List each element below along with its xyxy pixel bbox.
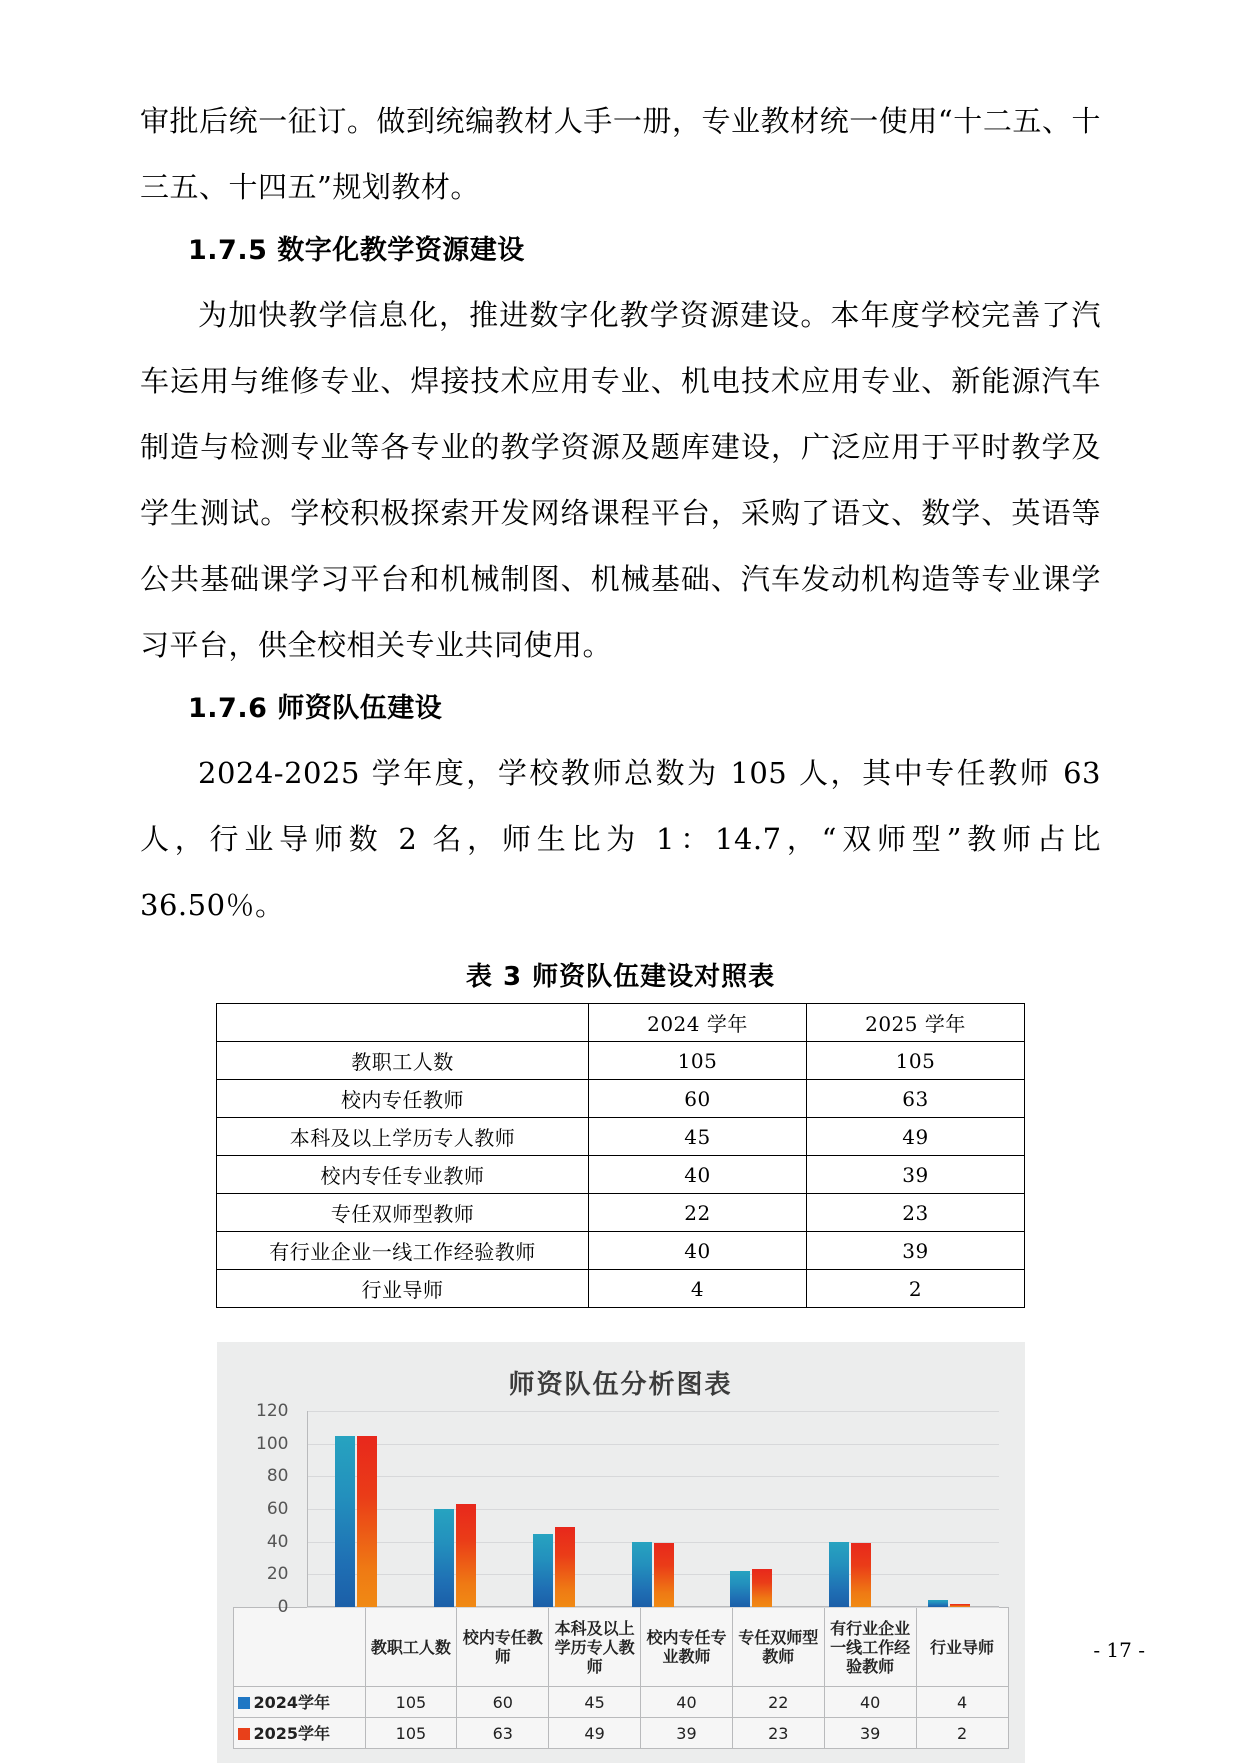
table3-row-2025: 23 [807, 1194, 1025, 1232]
table3-row-label: 本科及以上学历专人教师 [217, 1118, 589, 1156]
chart-plot-area [256, 1401, 999, 1617]
chart-table-category: 校内专任专业教师 [641, 1608, 733, 1687]
chart-y-tick-label: 40 [266, 1531, 289, 1552]
table3-row-2024: 40 [589, 1156, 807, 1194]
table3-row-2025: 105 [807, 1042, 1025, 1080]
chart-table-category-row [233, 1608, 1008, 1687]
chart-bar-group [307, 1411, 406, 1607]
table3-row-2024: 4 [589, 1270, 807, 1308]
chart-data-table [233, 1607, 1009, 1749]
table3-row-2024: 60 [589, 1080, 807, 1118]
chart-bar [752, 1569, 772, 1607]
table3-row-label: 校内专任教师 [217, 1080, 589, 1118]
table3-col-0-header [217, 1004, 589, 1042]
chart-bar [851, 1543, 871, 1607]
chart-y-tick-label: 0 [277, 1597, 289, 1617]
chart-bar-group [504, 1411, 603, 1607]
table-row [217, 1270, 1025, 1308]
chart-table-value: 23 [732, 1718, 824, 1749]
chart-bar [950, 1604, 970, 1607]
chart-bar [928, 1600, 948, 1607]
chart-gridline [307, 1607, 999, 1608]
table3-row-label: 专任双师型教师 [217, 1194, 589, 1232]
heading-1-7-5: 1.7.5 数字化教学资源建设 [188, 235, 525, 266]
chart-table-series-row [233, 1687, 1008, 1718]
chart-table-value: 4 [916, 1687, 1008, 1718]
chart-table-corner [233, 1608, 365, 1687]
staff-analysis-chart [217, 1342, 1025, 1763]
table-row [217, 1156, 1025, 1194]
chart-table-value: 39 [824, 1718, 916, 1749]
table3-col-1-header: 2024 学年 [589, 1004, 807, 1042]
table3-caption: 表 3 师资队伍建设对照表 [465, 962, 776, 992]
chart-table-value: 2 [916, 1718, 1008, 1749]
chart-legend-item: 2024学年 [233, 1687, 365, 1718]
table3-row-2024: 22 [589, 1194, 807, 1232]
heading-1-7-6: 1.7.6 师资队伍建设 [188, 693, 443, 724]
chart-bar-group [900, 1411, 999, 1607]
table3-row-2025: 63 [807, 1080, 1025, 1118]
chart-bar [555, 1527, 575, 1607]
chart-table-value: 105 [365, 1718, 457, 1749]
chart-bar-group [801, 1411, 900, 1607]
table3-row-2025: 49 [807, 1118, 1025, 1156]
chart-bar [335, 1436, 355, 1608]
chart-table-series-row [233, 1718, 1008, 1749]
table3-row-label: 行业导师 [217, 1270, 589, 1308]
table-row [217, 1232, 1025, 1270]
table-row [217, 1080, 1025, 1118]
chart-bar [357, 1436, 377, 1608]
chart-table-value: 22 [732, 1687, 824, 1718]
chart-bar [829, 1542, 849, 1607]
chart-table-value: 45 [549, 1687, 641, 1718]
table3-row-2024: 105 [589, 1042, 807, 1080]
chart-table-category: 行业导师 [916, 1608, 1008, 1687]
table3-row-label: 教职工人数 [217, 1042, 589, 1080]
chart-legend-swatch [238, 1728, 250, 1740]
chart-legend-swatch [238, 1697, 250, 1709]
table-row [217, 1194, 1025, 1232]
table3-col-2-header: 2025 学年 [807, 1004, 1025, 1042]
chart-table-value: 60 [457, 1687, 549, 1718]
paragraph-1-7-6-body: 2024-2025 学年度，学校教师总数为 105 人，其中专任教师 63 人，行业导师数 2 名，师生比为 1：14.7，“双师型”教师占比 36.50％。 [140, 756, 1101, 922]
page-number: - 17 - [1093, 1638, 1145, 1662]
chart-bar [730, 1571, 750, 1607]
chart-table-value: 105 [365, 1687, 457, 1718]
chart-y-tick-label: 60 [266, 1499, 289, 1519]
chart-table-value: 39 [641, 1718, 733, 1749]
table3-row-2024: 40 [589, 1232, 807, 1270]
chart-y-tick-label: 80 [266, 1466, 289, 1487]
table-header-row [217, 1004, 1025, 1042]
chart-title: 师资队伍分析图表 [508, 1370, 733, 1400]
chart-bar [654, 1543, 674, 1607]
chart-bar-group [405, 1411, 504, 1607]
table3-row-2024: 45 [589, 1118, 807, 1156]
chart-bar [632, 1542, 652, 1607]
chart-bar-group [702, 1411, 801, 1607]
chart-bar-group [603, 1411, 702, 1607]
paragraph-continued: 审批后统一征订。做到统编教材人手一册，专业教材统一使用“十二五、十三五、十四五”规划教材。 [140, 104, 1101, 204]
table3-row-label: 校内专任专业教师 [217, 1156, 589, 1194]
chart-bar [434, 1509, 454, 1607]
table3-staff-comparison [216, 1003, 1025, 1308]
table3-row-2025: 2 [807, 1270, 1025, 1308]
chart-table-value: 40 [824, 1687, 916, 1718]
chart-bars [307, 1411, 999, 1607]
chart-y-axis [233, 1401, 301, 1617]
chart-bar [456, 1504, 476, 1607]
chart-legend-item: 2025学年 [233, 1718, 365, 1749]
chart-y-tick-label: 120 [256, 1401, 289, 1421]
chart-table-category: 教职工人数 [365, 1608, 457, 1687]
table-row [217, 1042, 1025, 1080]
chart-table-category: 本科及以上学历专人教师 [549, 1608, 641, 1687]
table-row [217, 1118, 1025, 1156]
chart-table-category: 有行业企业一线工作经验教师 [824, 1608, 916, 1687]
chart-bar [533, 1534, 553, 1608]
chart-y-tick-label: 100 [256, 1433, 289, 1454]
paragraph-1-7-5-body: 为加快教学信息化，推进数字化教学资源建设。本年度学校完善了汽车运用与维修专业、焊接技术应用专业、机电技术应用专业、新能源汽车制造与检测专业等各专业的教学资源及题库建设，广泛应用于平时教学及学生测试。学校积极探索开发网络课程平台，采购了语文、数学、英语等公共基础课学习平台和机械制图、机械基础、汽车发动机构造等专业课学习平台，供全校相关专业共同使用。 [140, 298, 1101, 662]
chart-table-category: 专任双师型教师 [732, 1608, 824, 1687]
table3-row-2025: 39 [807, 1156, 1025, 1194]
chart-table-value: 63 [457, 1718, 549, 1749]
table3-row-2025: 39 [807, 1232, 1025, 1270]
chart-table-value: 40 [641, 1687, 733, 1718]
chart-table-category: 校内专任教师 [457, 1608, 549, 1687]
chart-y-tick-label: 20 [266, 1564, 289, 1585]
table3-row-label: 有行业企业一线工作经验教师 [217, 1232, 589, 1270]
chart-table-value: 49 [549, 1718, 641, 1749]
